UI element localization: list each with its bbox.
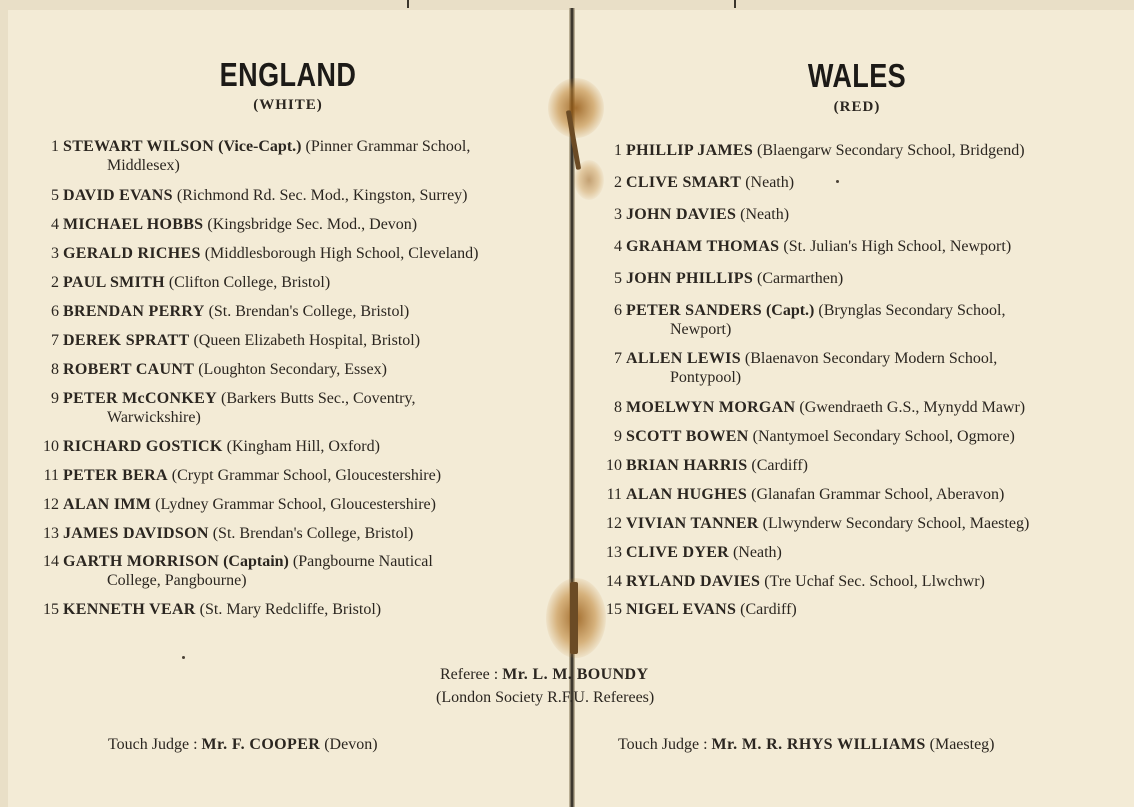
referee-line (440, 666, 648, 684)
referee-name: Mr. L. M. BOUNDY (502, 666, 649, 683)
player-club: (St. Julian's High School, Newport) (783, 238, 1012, 255)
player-number: 5 (614, 270, 622, 287)
referee-label: Referee : (440, 666, 499, 683)
player-number: 6 (51, 303, 59, 320)
player-number: 13 (606, 544, 622, 561)
player-name: GRAHAM THOMAS (626, 238, 780, 255)
wales-player-row (576, 173, 1105, 192)
player-club: (Pangbourne Nautical (292, 553, 433, 570)
player-club: (Nantymoel Secondary School, Ogmore) (752, 428, 1015, 445)
player-club: (Blaengarw Secondary School, Bridgend) (757, 142, 1025, 159)
england-player-row (13, 360, 537, 379)
player-role: (Vice-Capt.) (218, 138, 302, 155)
player-name: GERALD RICHES (63, 245, 201, 262)
player-name: STEWART WILSON (63, 138, 215, 155)
player-name: JOHN DAVIES (626, 206, 737, 223)
player-name: JOHN PHILLIPS (626, 270, 754, 287)
player-club: (Lydney Grammar School, Gloucestershire) (155, 496, 436, 513)
player-name: VIVIAN TANNER (626, 515, 759, 532)
player-number: 12 (606, 515, 622, 532)
page-edge-mark (734, 0, 736, 8)
player-name: PHILLIP JAMES (626, 142, 754, 159)
player-number: 13 (43, 525, 59, 542)
england-player-row (13, 186, 537, 205)
player-name: RICHARD GOSTICK (63, 438, 223, 455)
player-name: CLIVE DYER (626, 544, 730, 561)
player-club-continued: College, Pangbourne) (107, 572, 247, 589)
player-number: 12 (43, 496, 59, 513)
england-player-row (13, 495, 537, 514)
player-club: (Gwendraeth G.S., Mynydd Mawr) (799, 399, 1026, 416)
player-name: DAVID EVANS (63, 187, 173, 204)
player-name: JAMES DAVIDSON (63, 525, 209, 542)
referee-body: (London Society R.F.U. Referees) (436, 689, 655, 706)
player-role: (Captain) (223, 553, 289, 570)
player-number: 2 (614, 174, 622, 191)
player-number: 14 (606, 573, 622, 590)
player-number: 3 (51, 245, 59, 262)
england-player-row (13, 466, 537, 485)
player-name: NIGEL EVANS (626, 601, 737, 618)
player-number: 6 (614, 302, 622, 319)
player-number: 14 (43, 553, 59, 570)
touch-judge-right (618, 736, 995, 754)
player-name: PAUL SMITH (63, 274, 165, 291)
player-name: ALAN IMM (63, 496, 152, 513)
player-name: SCOTT BOWEN (626, 428, 749, 445)
player-club: (Carmarthen) (757, 270, 844, 287)
player-club: (Neath) (740, 206, 790, 223)
player-number: 4 (51, 216, 59, 233)
wales-player-row (576, 141, 1105, 160)
player-club: (Kingham Hill, Oxford) (226, 438, 380, 455)
player-name: BRENDAN PERRY (63, 303, 205, 320)
player-club-continued: Pontypool) (670, 369, 742, 386)
wales-player-row (576, 269, 1105, 288)
wales-player-row (576, 398, 1105, 417)
touch-judge-right-label: Touch Judge : (618, 736, 708, 753)
player-name: ALAN HUGHES (626, 486, 748, 503)
player-name: PETER BERA (63, 467, 168, 484)
player-club: (St. Brendan's College, Bristol) (212, 525, 414, 542)
player-name: DEREK SPRATT (63, 332, 190, 349)
player-club: (Neath) (733, 544, 782, 561)
player-club: (Cardiff) (740, 601, 797, 618)
wales-player-row (576, 349, 1105, 387)
player-name: MOELWYN MORGAN (626, 399, 796, 416)
player-club-continued: Middlesex) (107, 157, 180, 174)
england-player-row (13, 552, 537, 590)
touch-judge-left (108, 736, 378, 754)
wales-player-row (576, 237, 1105, 256)
player-club: (Middlesborough High School, Cleveland) (204, 245, 479, 262)
player-name: MICHAEL HOBBS (63, 216, 204, 233)
england-player-row (13, 137, 537, 175)
player-number: 1 (614, 142, 622, 159)
wales-player-row (576, 600, 1105, 619)
england-player-row (13, 331, 537, 350)
player-role: (Capt.) (765, 302, 815, 319)
player-name: RYLAND DAVIES (626, 573, 761, 590)
player-club: (St. Brendan's College, Bristol) (208, 303, 410, 320)
player-number: 7 (51, 332, 59, 349)
player-number: 7 (614, 350, 622, 367)
player-name: BRIAN HARRIS (626, 457, 748, 474)
player-number: 15 (606, 601, 622, 618)
player-number: 9 (51, 390, 59, 407)
wales-player-row (576, 301, 1105, 339)
touch-judge-right-name: Mr. M. R. RHYS WILLIAMS (711, 736, 926, 753)
wales-player-row (576, 427, 1105, 446)
england-player-row (13, 437, 537, 456)
player-number: 5 (51, 187, 59, 204)
paper-speck (182, 656, 185, 659)
wales-player-row (576, 572, 1105, 591)
player-number: 2 (51, 274, 59, 291)
player-number: 10 (43, 438, 59, 455)
wales-player-row (576, 456, 1105, 475)
player-club: (Llwynderw Secondary School, Maesteg) (762, 515, 1030, 532)
player-name: ROBERT CAUNT (63, 361, 195, 378)
england-player-row (13, 524, 537, 543)
player-club: (Brynglas Secondary School, (818, 302, 1006, 319)
touch-judge-left-name: Mr. F. COOPER (201, 736, 321, 753)
wales-colour: (RED) (833, 99, 881, 115)
player-club: (Crypt Grammar School, Gloucestershire) (171, 467, 442, 484)
england-player-row (13, 215, 537, 234)
touch-judge-left-label: Touch Judge : (108, 736, 198, 753)
player-club: (Neath) (745, 174, 795, 191)
player-club: (Pinner Grammar School, (305, 138, 471, 155)
player-club-continued: Newport) (670, 321, 732, 338)
player-number: 1 (51, 138, 59, 155)
player-club: (Barkers Butts Sec., Coventry, (220, 390, 416, 407)
page-edge-mark (407, 0, 409, 8)
player-name: KENNETH VEAR (63, 601, 196, 618)
player-club: (Blaenavon Secondary Modern School, (744, 350, 998, 367)
player-number: 8 (51, 361, 59, 378)
player-number: 8 (614, 399, 622, 416)
player-number: 11 (606, 486, 622, 503)
england-player-row (13, 244, 537, 263)
player-club: (Glanafan Grammar School, Aberavon) (751, 486, 1005, 503)
player-club: (Kingsbridge Sec. Mod., Devon) (207, 216, 418, 233)
england-colour: (WHITE) (253, 97, 323, 113)
england-player-row (13, 273, 537, 292)
player-number: 10 (606, 457, 622, 474)
player-club: (Tre Uchaf Sec. School, Llwchwr) (764, 573, 985, 590)
player-club: (St. Mary Redcliffe, Bristol) (199, 601, 382, 618)
england-player-row (13, 389, 537, 427)
player-number: 15 (43, 601, 59, 618)
player-number: 3 (614, 206, 622, 223)
player-number: 9 (614, 428, 622, 445)
wales-player-row (576, 485, 1105, 504)
player-club: (Clifton College, Bristol) (168, 274, 331, 291)
player-name: GARTH MORRISON (63, 553, 220, 570)
player-name: CLIVE SMART (626, 174, 742, 191)
player-number: 11 (43, 467, 59, 484)
rust-stain-top (548, 78, 604, 138)
player-club: (Richmond Rd. Sec. Mod., Kingston, Surrey) (176, 187, 468, 204)
player-club: (Cardiff) (751, 457, 808, 474)
player-name: PETER SANDERS (626, 302, 762, 319)
player-name: ALLEN LEWIS (626, 350, 741, 367)
player-name: PETER McCONKEY (63, 390, 217, 407)
wales-title: WALES (807, 57, 907, 94)
wales-player-row (576, 543, 1105, 562)
wales-player-row (576, 205, 1105, 224)
player-number: 4 (614, 238, 622, 255)
england-title: ENGLAND (219, 56, 357, 93)
player-club: (Queen Elizabeth Hospital, Bristol) (193, 332, 421, 349)
wales-player-row (576, 514, 1105, 533)
player-club-continued: Warwickshire) (107, 409, 201, 426)
touch-judge-right-origin: (Maesteg) (929, 736, 995, 753)
touch-judge-left-origin: (Devon) (324, 736, 378, 753)
player-club: (Loughton Secondary, Essex) (198, 361, 387, 378)
england-player-row (13, 600, 537, 619)
england-player-row (13, 302, 537, 321)
